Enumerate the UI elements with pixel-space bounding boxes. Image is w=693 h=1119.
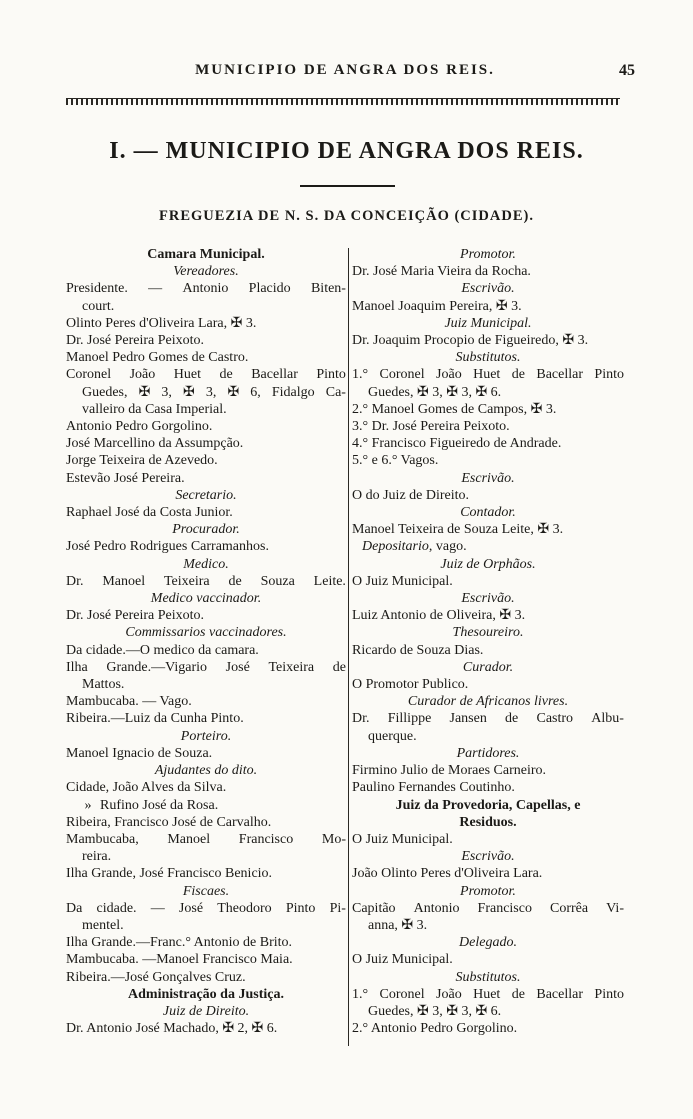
word: Theodoro	[217, 900, 272, 916]
section-heading: Partidores.	[456, 745, 520, 761]
section-heading: Vereadores.	[173, 264, 239, 280]
entry-line: Ribeira.—José Gonçalves Cruz.	[66, 969, 246, 985]
word: Francisco	[238, 831, 294, 847]
word: ✠	[138, 384, 151, 400]
entry-line: Luiz Antonio de Oliveira, ✠ 3.	[352, 608, 526, 624]
word: José	[225, 659, 250, 675]
word: Mo-	[321, 831, 346, 847]
word: Huet	[473, 986, 501, 1002]
word: João	[129, 367, 156, 383]
word: Bacellar	[536, 367, 583, 383]
word: Fidalgo	[271, 384, 315, 400]
entry-line	[66, 831, 346, 848]
column-divider	[348, 248, 349, 1046]
entry-line: Dr. Joaquim Procopio de Figueiredo, ✠ 3.	[352, 333, 589, 349]
entry-line: O Juiz Municipal.	[352, 831, 453, 847]
entry-line: Mattos.	[82, 677, 125, 693]
word: Manoel	[102, 573, 146, 589]
title-rule	[300, 185, 395, 187]
section-heading: Escrivão.	[461, 470, 515, 486]
entry-line: Manoel Pedro Gomes de Castro.	[66, 350, 249, 366]
section-heading: Administração da Justiça.	[128, 986, 284, 1002]
entry-line	[352, 986, 624, 1003]
entry-line	[66, 366, 346, 383]
entry-line: 2.° Antonio Pedro Gorgolino.	[352, 1021, 518, 1037]
section-heading: Delegado.	[459, 935, 517, 951]
entry-line	[352, 710, 624, 727]
word: ✠	[183, 384, 195, 400]
entry-line: Cidade, João Alves da Silva.	[66, 780, 227, 796]
page-number: 45	[619, 62, 635, 79]
section-heading: Curador.	[462, 659, 514, 675]
entry-line: valleiro da Casa Imperial.	[82, 401, 227, 417]
word: Pinto	[316, 367, 346, 383]
entry-text: Rufino José da Rosa.	[100, 797, 219, 813]
entry-line: Raphael José da Costa Junior.	[66, 505, 233, 521]
word: 6,	[250, 384, 261, 400]
entry-line: querque.	[368, 728, 417, 744]
word: Antonio	[182, 281, 229, 297]
entry-line	[66, 900, 346, 917]
word: —	[150, 900, 165, 916]
entry-line: José Marcellino da Assumpção.	[66, 436, 244, 452]
word: Pinto	[285, 900, 316, 916]
entry-line: reira.	[82, 849, 112, 865]
word: Bacellar	[536, 986, 583, 1002]
section-heading: Curador de Africanos livres.	[407, 694, 569, 710]
section-heading: Fiscaes.	[182, 883, 230, 899]
section-heading: Secretario.	[175, 487, 237, 503]
entry-line: O do Juiz de Direito.	[352, 487, 470, 503]
word: de	[511, 986, 525, 1002]
word: Fillippe	[387, 711, 432, 727]
entry-line	[66, 573, 346, 590]
word: de	[505, 711, 519, 727]
section-heading: Camara Municipal.	[147, 247, 265, 262]
entry-line	[352, 538, 624, 555]
entry-line: Manoel Joaquim Pereira, ✠ 3.	[352, 298, 522, 314]
word: Souza	[260, 573, 295, 589]
section-heading: Thesoureiro.	[452, 625, 524, 641]
parish-heading: FREGUEZIA DE N. S. DA CONCEIÇÃO (CIDADE).	[159, 208, 534, 224]
entry-text: , vago.	[428, 539, 467, 555]
section-heading: Substitutos.	[455, 350, 521, 366]
entry-line: 3.° Dr. José Pereira Peixoto.	[352, 419, 510, 435]
word: de	[219, 367, 233, 383]
entry-line: Ribeira.—Luiz da Cunha Pinto.	[66, 711, 244, 727]
word: Bacellar	[251, 367, 298, 383]
section-heading: Medico.	[183, 556, 229, 572]
word: Manoel	[167, 831, 211, 847]
word: Presidente.	[66, 281, 128, 297]
entry-line: Ilha Grande, José Francisco Benicio.	[66, 866, 273, 882]
ornamental-rule	[66, 98, 620, 105]
section-heading: Escrivão.	[461, 591, 515, 607]
entry-line: anna, ✠ 3.	[368, 917, 428, 933]
section-heading: Substitutos.	[455, 969, 521, 985]
section-heading: Commissarios vaccinadores.	[125, 625, 287, 641]
section-heading: Contador.	[460, 505, 516, 521]
section-heading: Juiz de Direito.	[162, 1003, 250, 1019]
entry-line	[66, 797, 346, 814]
word: ✠	[227, 384, 240, 400]
section-heading: Porteiro.	[180, 728, 232, 744]
entry-line: Da cidade.—O medico da camara.	[66, 642, 259, 658]
entry-line: O Juiz Municipal.	[352, 573, 453, 589]
entry-line: Dr. José Pereira Peixoto.	[66, 333, 205, 349]
right-column	[352, 246, 624, 1037]
word: Ca-	[325, 384, 346, 400]
word: Da	[66, 900, 83, 916]
word: Albu-	[591, 711, 624, 727]
section-heading: Escrivão.	[461, 281, 515, 297]
entry-line: Mambucaba. — Vago.	[66, 694, 192, 710]
entry-line	[352, 366, 624, 383]
word: Ilha	[66, 659, 88, 675]
section-heading: Ajudantes do dito.	[154, 763, 258, 779]
entry-line: Antonio Pedro Gorgolino.	[66, 419, 213, 435]
entry-line: Dr. José Maria Vieira da Rocha.	[352, 264, 531, 280]
entry-line: Firmino Julio de Moraes Carneiro.	[352, 763, 547, 779]
office-title: Depositario	[362, 539, 429, 555]
entry-line: Olinto Peres d'Oliveira Lara, ✠ 3.	[66, 315, 257, 331]
entry-line	[352, 900, 624, 917]
word: Pinto	[594, 367, 624, 383]
word: Pi-	[329, 900, 346, 916]
word: Grande.—Vigario	[106, 659, 208, 675]
word: —	[148, 281, 163, 297]
word: 1.°	[352, 367, 369, 383]
section-heading: Escrivão.	[461, 849, 515, 865]
ditto-mark: »	[84, 797, 92, 813]
entry-line: Mambucaba. —Manoel Francisco Maia.	[66, 952, 293, 968]
word: 3,	[161, 384, 172, 400]
word: Biten-	[310, 281, 346, 297]
entry-line: Estevão José Pereira.	[66, 470, 185, 486]
word: João	[436, 367, 462, 383]
entry-line: Ricardo de Souza Dias.	[352, 642, 484, 658]
word: cidade.	[96, 900, 137, 916]
entry-line: Paulino Fernandes Coutinho.	[352, 780, 515, 796]
entry-line	[66, 280, 346, 297]
word: Coronel	[379, 367, 425, 383]
entry-line: Guedes, ✠ 3, ✠ 3, ✠ 6.	[368, 1003, 502, 1019]
entry-line: Jorge Teixeira de Azevedo.	[66, 453, 218, 469]
word: de	[511, 367, 525, 383]
word: Jansen	[449, 711, 487, 727]
word: Vi-	[606, 900, 624, 916]
section-heading: Promotor.	[460, 247, 516, 262]
word: Huet	[173, 367, 201, 383]
section-heading: Procurador.	[172, 522, 240, 538]
word: 3,	[205, 384, 217, 400]
word: Coronel	[379, 986, 425, 1002]
word: Huet	[473, 367, 501, 383]
word: Dr.	[66, 573, 84, 589]
word: Placido	[248, 281, 291, 297]
entry-line: João Olinto Peres d'Oliveira Lara.	[352, 866, 543, 882]
word: de	[332, 659, 346, 675]
entry-line: Ilha Grande.—Franc.° Antonio de Brito.	[66, 935, 293, 951]
section-heading: Promotor.	[460, 883, 516, 899]
word: Pinto	[594, 986, 624, 1002]
entry-line: Dr. José Pereira Peixoto.	[66, 608, 205, 624]
section-heading: Juiz de Orphãos.	[440, 556, 536, 572]
word: Coronel	[66, 367, 112, 383]
entry-line: court.	[82, 298, 115, 314]
entry-line: O Juiz Municipal.	[352, 952, 453, 968]
word: Mambucaba,	[66, 831, 139, 847]
entry-line: Guedes, ✠ 3, ✠ 3, ✠ 6.	[368, 384, 502, 400]
entry-line: 2.° Manoel Gomes de Campos, ✠ 3.	[352, 401, 557, 417]
main-title: I. — MUNICIPIO DE ANGRA DOS REIS.	[109, 138, 584, 164]
entry-line: Dr. Antonio José Machado, ✠ 2, ✠ 6.	[66, 1021, 278, 1037]
word: Francisco	[477, 900, 532, 916]
entry-line: Manoel Ignacio de Souza.	[66, 745, 213, 761]
entry-line: Manoel Teixeira de Souza Leite, ✠ 3.	[352, 522, 564, 538]
entry-line: José Pedro Rodrigues Carramanhos.	[66, 539, 269, 555]
left-column	[66, 246, 346, 1037]
word: Corrêa	[550, 900, 589, 916]
word: João	[436, 986, 462, 1002]
word: Capitão	[352, 900, 396, 916]
word: Guedes,	[82, 384, 128, 400]
entry-line: O Promotor Publico.	[352, 677, 469, 693]
entry-line	[66, 384, 346, 401]
word: Dr.	[352, 711, 370, 727]
section-heading: Juiz da Provedoria, Capellas, e	[395, 797, 581, 813]
entry-line: mentel.	[82, 917, 124, 933]
word: 1.°	[352, 986, 369, 1002]
word: Teixeira	[163, 573, 210, 589]
entry-line: 4.° Francisco Figueiredo de Andrade.	[352, 436, 562, 452]
entry-line	[66, 659, 346, 676]
word: Leite.	[313, 573, 346, 589]
entry-line: 5.° e 6.° Vagos.	[352, 453, 439, 469]
word: de	[228, 573, 242, 589]
word: Teixeira	[268, 659, 315, 675]
entry-line: Ribeira, Francisco José de Carvalho.	[66, 814, 272, 830]
word: José	[178, 900, 204, 916]
section-heading: Residuos.	[459, 814, 517, 830]
word: Antonio	[413, 900, 460, 916]
section-heading: Medico vaccinador.	[150, 591, 262, 607]
running-head: MUNICIPIO DE ANGRA DOS REIS.	[195, 62, 495, 78]
section-heading: Juiz Municipal.	[444, 315, 532, 331]
word: Castro	[536, 711, 574, 727]
